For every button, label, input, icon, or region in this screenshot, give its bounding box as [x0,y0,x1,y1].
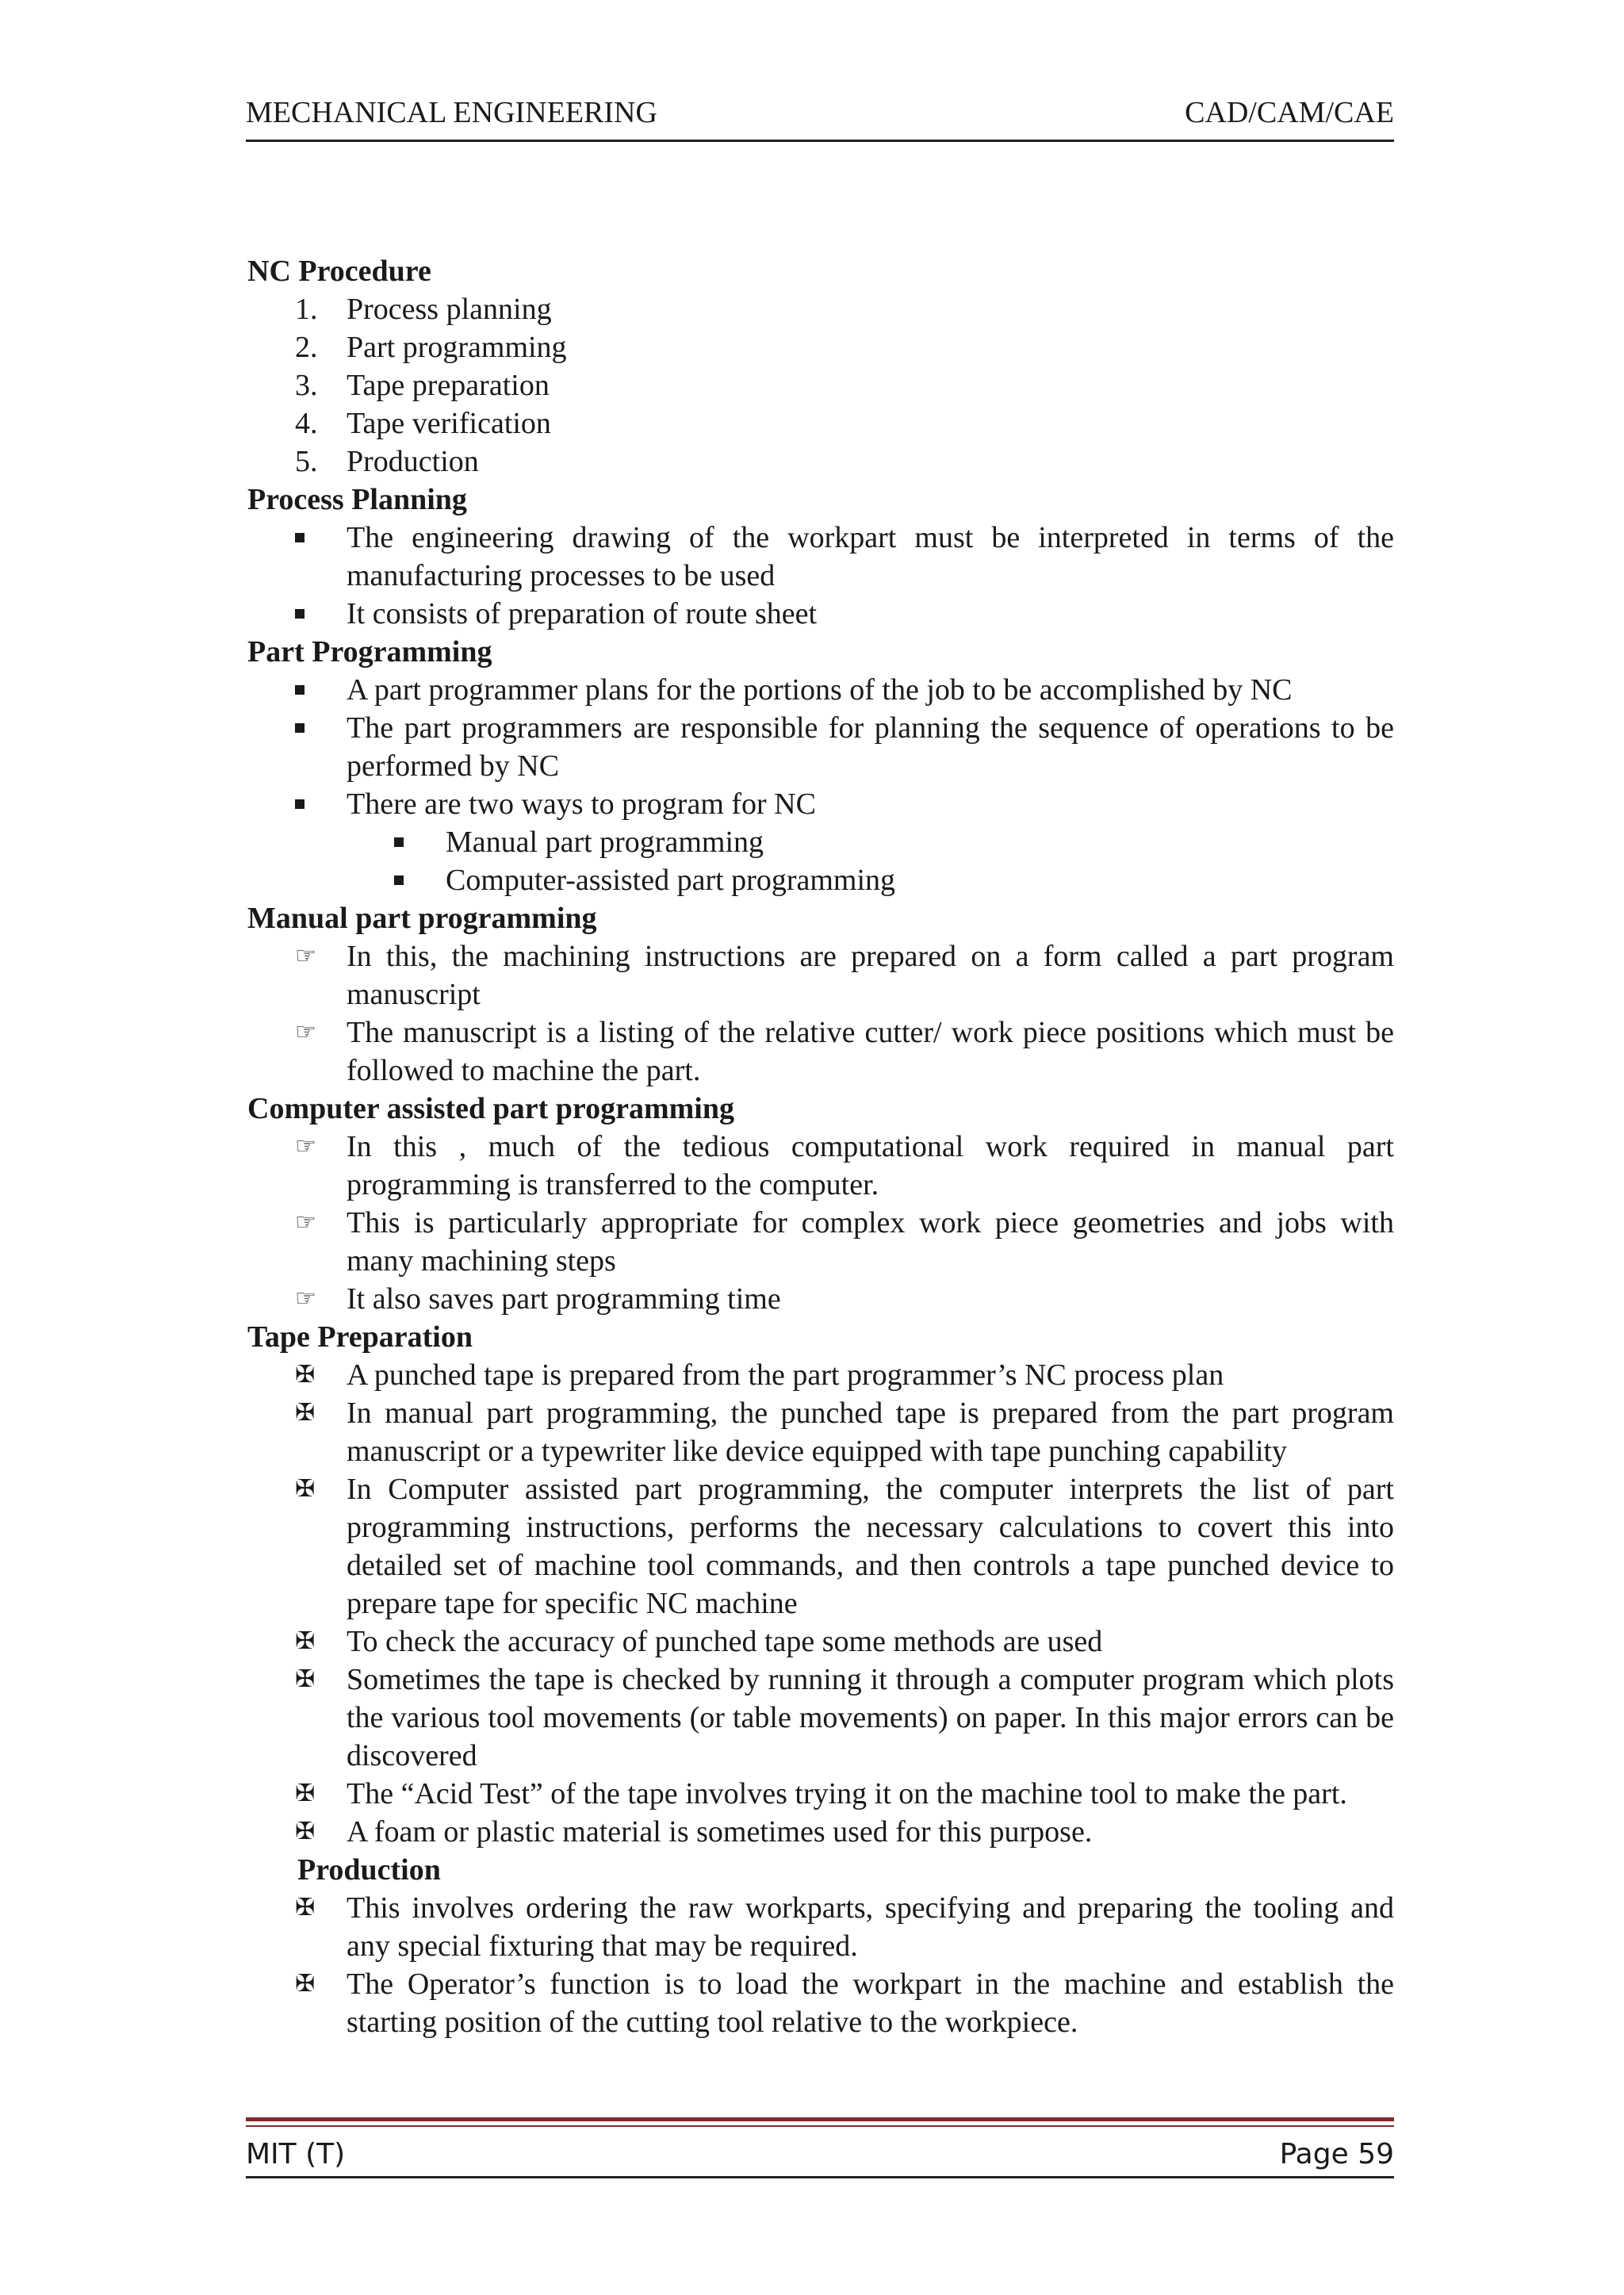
list-item-text: The Operator’s function is to load the workpart in the machine and establish the starting position of the cutting tool relative to the workpiece. [347,1967,1394,2039]
list-item-text: Part programming [347,331,567,364]
list-number: 4. [295,407,318,440]
list-item-text: A part programmer plans for the portions of the job to be accomplished by NC [347,673,1293,707]
list-item [247,404,1394,443]
list-item-text: The “Acid Test” of the tape involves trying it on the machine tool to make the part. [347,1777,1347,1810]
list-item [247,937,1394,1013]
section-title-production: Production [297,1853,441,1887]
list-item-text: Manual part programming [446,826,764,859]
list-item [247,785,1394,823]
list-item [247,1623,1394,1661]
bullet-list [247,1356,1394,1851]
list-item-text: It consists of preparation of route sheet [347,597,818,630]
list-item-text: This is particularly appropriate for complex work piece geometries and jobs with many machining steps [347,1206,1394,1278]
section-title-process-planning: Process Planning [247,483,467,516]
list-item [247,290,1394,328]
section-title-nc-procedure: NC Procedure [247,255,431,288]
list-item-text: To check the accuracy of punched tape some methods are used [347,1625,1103,1658]
section-title-computer-assisted: Computer assisted part programming [247,1092,734,1125]
maltese-cross-icon: ✠ [295,1970,316,1998]
list-item-text: Tape verification [347,407,551,440]
numbered-list [247,290,1394,481]
pointing-hand-icon: ☞ [295,942,316,970]
list-item-text: Tape preparation [347,369,550,402]
bullet-list [247,937,1394,1090]
list-item [247,1204,1394,1280]
pointing-hand-icon: ☞ [295,1018,316,1046]
maltese-cross-icon: ✠ [295,1399,316,1427]
maltese-cross-icon: ✠ [295,1894,316,1921]
section-title-part-programming: Part Programming [247,635,492,669]
list-number: 3. [295,369,318,402]
list-item-text: This involves ordering the raw workparts, specifying and preparing the tooling and any special fixturing that may be required. [347,1891,1394,1963]
list-item-text: The part programmers are responsible for planning the sequence of operations to be performed by NC [347,711,1394,783]
footer-institution: MIT (T) [246,2138,346,2170]
square-bullet-icon [394,861,434,899]
header-subject: MECHANICAL ENGINEERING [246,96,657,129]
square-bullet-icon [295,519,335,557]
list-item [247,1013,1394,1090]
running-header [246,97,1394,142]
list-item-text: In this, the machining instructions are prepared on a form called a part program manuscript [347,940,1394,1011]
list-item-text: The manuscript is a listing of the relative cutter/ work piece positions which must be followed to machine the part. [347,1016,1394,1087]
page-content [247,252,1394,2041]
maltese-cross-icon: ✠ [295,1627,316,1655]
list-item-text: Computer-assisted part programming [446,864,896,897]
list-item-text: The engineering drawing of the workpart must be interpreted in terms of the manufacturing processes to be used [347,521,1394,592]
list-item [247,1889,1394,1965]
list-number: 2. [295,331,318,364]
square-bullet-icon [295,671,335,709]
list-item [247,1813,1394,1851]
sub-list-item [247,823,1394,861]
square-bullet-icon [295,709,335,747]
square-bullet-icon [394,823,434,861]
list-item-text: In manual part programming, the punched tape is prepared from the part program manuscript or a typewriter like device equipped with tape punching capability [347,1397,1394,1468]
list-item [247,709,1394,785]
maltese-cross-icon: ✠ [295,1361,316,1389]
list-item [247,1356,1394,1394]
list-item [247,1775,1394,1813]
section-title-manual-part-programming: Manual part programming [247,902,597,935]
maltese-cross-icon: ✠ [295,1780,316,1807]
list-item-text: In this , much of the tedious computational work required in manual part programming is transferred to the computer. [347,1130,1394,1201]
bullet-list [247,519,1394,633]
list-item [247,1128,1394,1204]
footer-divider-thin [246,2125,1394,2127]
list-item [247,671,1394,709]
bullet-list [247,671,1394,899]
pointing-hand-icon: ☞ [295,1132,316,1160]
list-item [247,328,1394,366]
bullet-list [247,1889,1394,2041]
list-item [247,1280,1394,1318]
pointing-hand-icon: ☞ [295,1285,316,1312]
list-item-text: A punched tape is prepared from the part programmer’s NC process plan [347,1358,1224,1392]
maltese-cross-icon: ✠ [295,1665,316,1693]
pointing-hand-icon: ☞ [295,1209,316,1236]
list-item [247,1394,1394,1470]
running-footer [246,2135,1394,2178]
list-item-text: A foam or plastic material is sometimes used for this purpose. [347,1815,1093,1849]
section-title-tape-preparation: Tape Preparation [247,1320,473,1354]
footer-divider [246,2117,1394,2121]
list-item [247,1470,1394,1623]
list-item-text: Sometimes the tape is checked by running it through a computer program which plots the various tool movements (or table movements) on paper. In this major errors can be discovered [347,1663,1394,1772]
list-item-text: Process planning [347,293,552,326]
list-number: 5. [295,445,318,478]
sub-list-item [247,861,1394,899]
list-item-text: It also saves part programming time [347,1282,781,1316]
header-course: CAD/CAM/CAE [1185,96,1394,129]
list-number: 1. [295,293,318,326]
list-item [247,1965,1394,2041]
list-item-text: In Computer assisted part programming, the computer interprets the list of part programming instructions, performs the necessary calculations to covert this into detailed set of machine tool commands, and then controls a tape punched device to prepare tape for specific NC machine [347,1473,1394,1620]
page-number: Page 59 [1279,2138,1394,2170]
list-item [247,443,1394,481]
square-bullet-icon [295,595,335,633]
maltese-cross-icon: ✠ [295,1475,316,1503]
list-item [247,1661,1394,1775]
maltese-cross-icon: ✠ [295,1818,316,1845]
bullet-list [247,1128,1394,1318]
square-bullet-icon [295,785,335,823]
list-item [247,366,1394,404]
list-item [247,595,1394,633]
list-item [247,519,1394,595]
list-item-text: There are two ways to program for NC [347,787,816,821]
list-item-text: Production [347,445,479,478]
